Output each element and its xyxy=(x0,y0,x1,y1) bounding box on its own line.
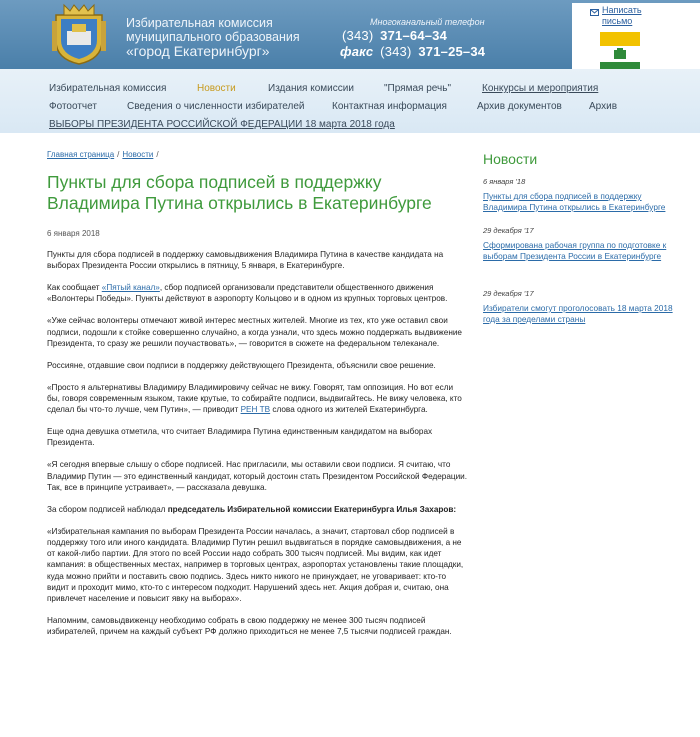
news-item-date: 29 декабря '17 xyxy=(483,226,534,235)
source-link-ren-tv[interactable]: РЕН ТВ xyxy=(240,405,271,415)
phone-value: 371–64–34 xyxy=(380,28,448,43)
nav-item-archive[interactable]: Архив xyxy=(589,101,618,112)
fax-code: (343) xyxy=(380,44,412,59)
article-paragraph: Еще одна девушка отметила, что считает Владимира Путина единственным кандидатом на выборах Президента. xyxy=(47,427,433,448)
phone-number xyxy=(342,28,447,43)
nav-item-photo-report[interactable]: Фотоотчет xyxy=(49,101,97,112)
org-title xyxy=(126,16,300,58)
news-item-date: 29 декабря '17 xyxy=(483,289,534,298)
main-nav xyxy=(0,69,700,133)
news-item-link[interactable]: Сформирована рабочая группа по подготовке к выборам Президента России в Екатеринбурге xyxy=(483,240,667,261)
paragraph-text: За сбором подписей наблюдал xyxy=(47,504,168,514)
sidebar-news-item xyxy=(483,226,673,262)
org-title-line3: «город Екатеринбург» xyxy=(126,43,270,59)
article-paragraph xyxy=(47,504,467,515)
article-paragraph: Пункты для сбора подписей в поддержку самовыдвижения Владимира Путина в качестве кандидата на выборах Президента России открылись в пятницу, 5 января, в Екатеринбурге. xyxy=(47,250,444,271)
phone-code: (343) xyxy=(342,28,374,43)
news-item-link[interactable]: Избиратели смогут проголосовать 18 марта 2018 года за пределами страны xyxy=(483,303,673,324)
nav-item-document-archive[interactable]: Архив документов xyxy=(477,101,562,112)
nav-item-voter-statistics[interactable]: Сведения о численности избирателей xyxy=(127,101,305,112)
nav-item-presidential-elections[interactable]: ВЫБОРЫ ПРЕЗИДЕНТА РОССИЙСКОЙ ФЕДЕРАЦИИ 18 марта 2018 года xyxy=(49,119,395,130)
coat-of-arms-icon[interactable] xyxy=(52,3,106,65)
nav-item-contests[interactable]: Конкурсы и мероприятия xyxy=(482,83,599,94)
breadcrumb-separator: / xyxy=(156,150,159,159)
chairman-name: председатель Избирательной комиссии Екатеринбурга Илья Захаров: xyxy=(167,504,457,514)
fax-value: 371–25–34 xyxy=(418,44,486,59)
org-title-line2: муниципального образования xyxy=(126,30,300,44)
fax-label: факс xyxy=(340,44,374,59)
article-paragraph: «Я сегодня впервые слышу о сборе подписей. Нас пригласили, мы оставили свои подписи. Я считаю, что Владимир Путин — это единственный кандидат, который достоин стать Президентом Российской Федерации. Так, все в принципе устраивает», — рассказала девушка. xyxy=(47,460,468,492)
article-paragraph: Россияне, отдавшие свои подписи в поддержку действующего Президента, объяснили свое решение. xyxy=(47,360,436,370)
breadcrumb-news-link[interactable]: Новости xyxy=(122,150,154,159)
article-paragraph: Напомним, самовыдвиженцу необходимо собрать в свою поддержку не менее 300 тысяч подписей избирателей, причем на каждый субъект РФ должно приходиться не менее 7,5 тысячи подписей граждан. xyxy=(47,616,452,637)
sidebar-news-item xyxy=(483,289,673,325)
breadcrumb-separator: / xyxy=(117,150,120,159)
article-paragraph: «Избирательная кампания по выборам Президента России началась, а значит, стартовал сбор подписей в поддержку того или иного кандидата. Владимир Путин решил выдвигаться в порядке самовыдвижения, а не от какой-либо партии. Для этого по всей России надо собрать 300 тысяч подписей. Мы видим, как идет кампания: в общественных местах, например в торговых центрах, аэропортах установлены такие площадки, куда можно прийти и поставить свою подпись. Здесь никто никого не принуждает, не уговаривает: кто-то видит и проходит мимо, кто-то с интересом подходит. Нарушений здесь нет. Акция добрая и, считаю, она привлечет население и повысит явку на выборах». xyxy=(47,526,464,604)
news-item-date: 6 января '18 xyxy=(483,177,526,186)
sidebar-news-item xyxy=(483,177,673,213)
nav-item-direct-speech[interactable]: "Прямая речь" xyxy=(384,83,451,94)
sidebar-news-title[interactable]: Новости xyxy=(483,151,538,167)
article-title: Пункты для сбора подписей в поддержку Владимира Путина открылись в Екатеринбурге xyxy=(47,172,432,213)
write-letter-link[interactable]: Написать письмо xyxy=(602,5,642,26)
nav-item-publications[interactable]: Издания комиссии xyxy=(268,83,354,94)
article-paragraph: «Уже сейчас волонтеры отмечают живой интерес местных жителей. Многие из тех, кто уже оставил свои подписи, подошли к стойке совершенно случайно, а когда узнали, что здесь можно поддержать выдвижение Президента, то сразу же решили поучаствовать», — говорится в сюжете на федеральном телеканале. xyxy=(47,316,462,348)
article-paragraph xyxy=(47,382,467,416)
paragraph-text: слова одного из жителей Екатеринбурга. xyxy=(270,405,428,415)
paragraph-text: Как сообщает xyxy=(47,283,102,293)
nav-item-news[interactable]: Новости xyxy=(197,83,236,94)
news-item-link[interactable]: Пункты для сбора подписей в поддержку Владимира Путина открылись в Екатеринбурге xyxy=(483,191,666,212)
article-body xyxy=(47,249,467,648)
phone-caption: Многоканальный телефон xyxy=(370,17,485,27)
nav-item-commission[interactable]: Избирательная комиссия xyxy=(49,83,167,94)
source-link-channel5[interactable]: «Пятый канал» xyxy=(101,283,160,293)
fax-number xyxy=(340,44,485,59)
article-date: 6 января 2018 xyxy=(47,229,100,238)
breadcrumb xyxy=(47,150,162,159)
article-paragraph xyxy=(47,282,467,304)
breadcrumb-home-link[interactable]: Главная страница xyxy=(47,150,115,159)
paragraph-text: , сбор подписей организовали представители общественного движения «Волонтеры Победы». Пункты действуют в аэропорту Кольцово и в одном из крупных торговых центров. xyxy=(47,283,448,304)
nav-item-contacts[interactable]: Контактная информация xyxy=(332,101,447,112)
paragraph-text: «Просто я альтернативы Владимиру Владимировичу сейчас не вижу. Говорят, там оппозиция. Но вот если бы, говоря современным языком, такие крутые, то собирайте подписи, выдвигайтесь. Не вижу человека, кто сделал бы что-то лучше, чем Путин», — приводит xyxy=(47,382,462,415)
envelope-icon[interactable] xyxy=(590,9,599,16)
org-title-line1: Избирательная комиссия xyxy=(126,16,273,30)
